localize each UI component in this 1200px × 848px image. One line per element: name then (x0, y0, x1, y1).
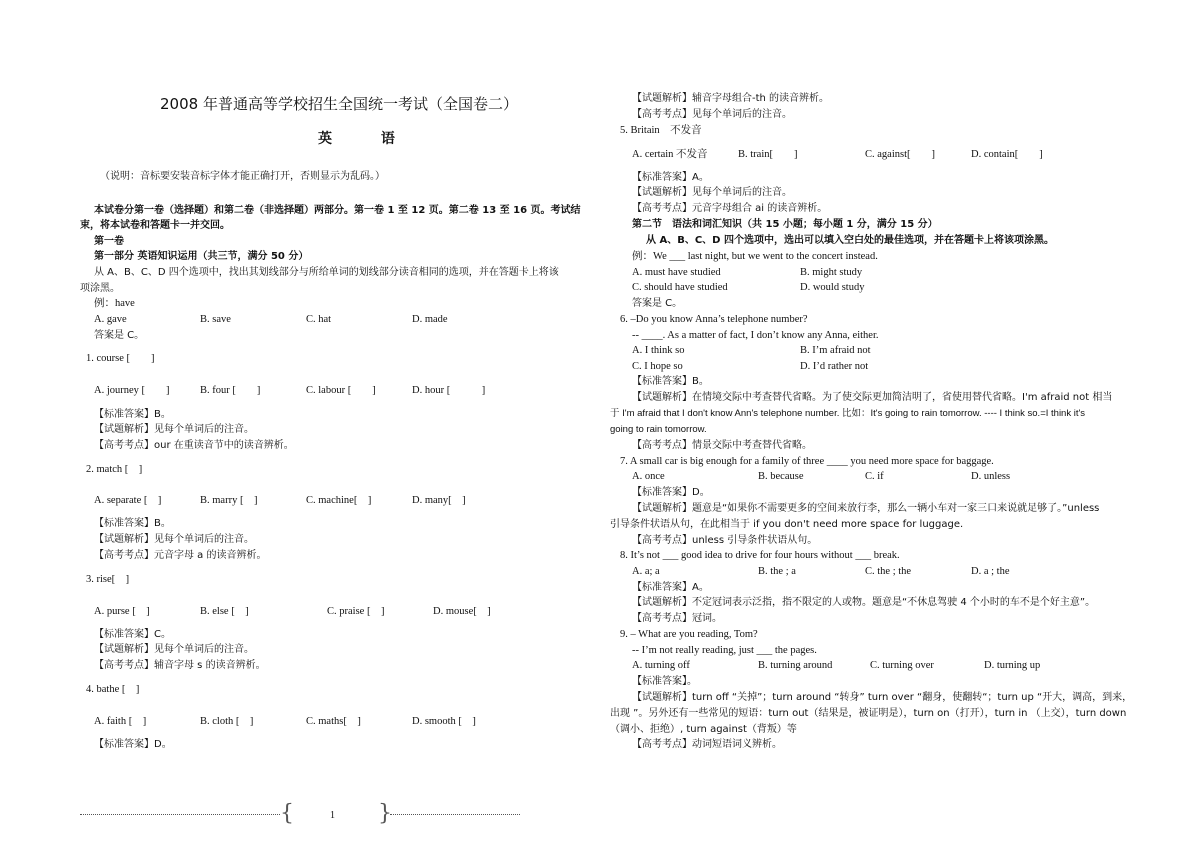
explanation: 【试题解析】不定冠词表示泛指，指不限定的人或物。题意是“不休息驾驶 4 个小时的车不是个好主意”。 (632, 597, 1096, 608)
subject-title: 英 语 (318, 131, 417, 147)
explanation-line: 出现 ”。另外还有一些常见的短语：turn out（结果是，被证明是），turn on（打开），turn in （上交），turn down (610, 708, 1127, 719)
explanation: 【试题解析】见每个单词后的注音。 (94, 424, 254, 435)
explanation: 【试题解析】辅音字母组合-th 的读音辨析。 (632, 93, 830, 104)
option: A. turning off (632, 660, 690, 671)
question: 3. rise[ ] (86, 574, 130, 585)
example-answer: 答案是 C。 (632, 298, 683, 309)
exam-point: 【高考考点】unless 引导条件状语从句。 (632, 535, 818, 546)
exam-point: 【高考考点】见每个单词后的注音。 (632, 109, 792, 120)
option: A. purse [ ] (94, 606, 150, 617)
exam-point: 【高考考点】our 在重读音节中的读音辨析。 (94, 440, 294, 451)
option: C. turning over (870, 660, 934, 671)
option: A. once (632, 471, 665, 482)
section-heading: 第二节 语法和词汇知识（共 15 小题；每小题 1 分，满分 15 分） (632, 219, 938, 230)
exam-point: 【高考考点】元音字母组合 ai 的读音辨析。 (632, 203, 828, 214)
option: C. labour [ ] (306, 385, 376, 396)
footer-rule (80, 814, 280, 815)
option: D. unless (971, 471, 1011, 482)
intro-line: 束，将本试卷和答题卡一并交回。 (80, 220, 230, 231)
exam-point: 【高考考点】情景交际中考查替代省略。 (632, 440, 812, 451)
question: 5. Britain 不发音 (620, 125, 702, 136)
footer-rule (390, 814, 520, 815)
instruction-line: 项涂黑。 (80, 283, 120, 294)
standard-answer: 【标准答案】B。 (94, 409, 171, 420)
option: D. made (412, 314, 448, 325)
option: B. else [ ] (200, 606, 249, 617)
option: C. I hope so (632, 361, 683, 372)
option: A. must have studied (632, 267, 721, 278)
part-heading: 第一部分 英语知识运用（共三节，满分 50 分） (94, 251, 309, 262)
standard-answer: 【标准答案】B。 (94, 518, 171, 529)
question: 6. –Do you know Anna’s telephone number? (620, 314, 808, 325)
explanation-line: 于 I'm afraid that I don't know Ann's telephone number. 比如：It's going to rain tomorrow. ---- I think so.=I think it's (610, 408, 1086, 419)
example-question: 例：We ___ last night, but we went to the concert instead. (632, 251, 878, 262)
option: A. faith [ ] (94, 716, 147, 727)
explanation: 【试题解析】见每个单词后的注音。 (94, 534, 254, 545)
explanation-line: （调小、拒绝）, turn against（背叛）等 (610, 724, 797, 735)
option: C. the ; the (865, 566, 912, 577)
section-instruction: 从 A、B、C、D 四个选项中，选出可以填入空白处的最佳选项，并在答题卡上将该项涂黑。 (646, 235, 1054, 246)
option: B. I’m afraid not (800, 345, 871, 356)
explanation: 【试题解析】在情境交际中考查替代省略。为了使交际更加简洁明了，省使用替代省略。I'm afraid not 相当 (632, 392, 1113, 403)
option: A. gave (94, 314, 127, 325)
explanation: 【试题解析】turn off “关掉”；turn around “转身” turn over “翻身，使翻转“；turn up “开大，调高，到来， (632, 692, 1133, 703)
intro-line: 本试卷分第一卷（选择题）和第二卷（非选择题）两部分。第一卷 1 至 12 页。第二卷 13 至 16 页。考试结 (94, 205, 581, 216)
option: C. maths[ ] (306, 716, 361, 727)
standard-answer: 【标准答案】D。 (632, 487, 710, 498)
option: D. mouse[ ] (433, 606, 491, 617)
example-label: 例：have (94, 298, 135, 309)
option: A. journey [ ] (94, 385, 170, 396)
option: D. a ; the (971, 566, 1010, 577)
option: B. might study (800, 267, 863, 278)
page-title: 2008 年普通高等学校招生全国统一考试（全国卷二） (160, 95, 518, 113)
option: B. the ; a (758, 566, 796, 577)
option: D. many[ ] (412, 495, 466, 506)
option: C. hat (306, 314, 332, 325)
explanation-line: going to rain tomorrow. (610, 424, 707, 435)
font-note: （说明：音标要安装音标字体才能正确打开，否则显示为乱码。） (100, 171, 385, 182)
standard-answer: 【标准答案】。 (632, 676, 697, 687)
option: C. machine[ ] (306, 495, 372, 506)
option: D. would study (800, 282, 865, 293)
option: D. I’d rather not (800, 361, 869, 372)
footer-bracket: } (378, 801, 392, 826)
page-number: 1 (330, 810, 335, 821)
question: 4. bathe [ ] (86, 684, 140, 695)
option: C. praise [ ] (327, 606, 385, 617)
explanation: 【试题解析】见每个单词后的注音。 (632, 187, 792, 198)
question-line: -- ____. As a matter of fact, I don’t know any Anna, either. (632, 330, 879, 341)
question: 8. It’s not ___ good idea to drive for four hours without ___ break. (620, 550, 900, 561)
question: 9. – What are you reading, Tom? (620, 629, 758, 640)
option: B. cloth [ ] (200, 716, 254, 727)
option: D. contain[ ] (971, 149, 1043, 160)
option: A. a; a (632, 566, 660, 577)
explanation: 【试题解析】见每个单词后的注音。 (94, 644, 254, 655)
option: C. if (865, 471, 884, 482)
option: B. train[ ] (738, 149, 798, 160)
option: B. save (200, 314, 231, 325)
option: B. because (758, 471, 804, 482)
question: 1. course [ ] (86, 353, 155, 364)
instruction-line: 从 A、B、C、D 四个选项中，找出其划线部分与所给单词的划线部分读音相同的选项，并在答题卡上将该 (94, 267, 559, 278)
standard-answer: 【标准答案】C。 (94, 629, 171, 640)
option: C. against[ ] (865, 149, 935, 160)
explanation-line: 引导条件状语从句，在此相当于 if you don't need more space for luggage. (610, 519, 964, 530)
option: A. separate [ ] (94, 495, 162, 506)
option: B. four [ ] (200, 385, 261, 396)
option: A. certain 不发音 (632, 149, 708, 160)
example-answer: 答案是 C。 (94, 330, 145, 341)
volume-heading: 第一卷 (94, 236, 124, 247)
option: D. turning up (984, 660, 1041, 671)
exam-point: 【高考考点】辅音字母 s 的读音辨析。 (94, 660, 266, 671)
question: 7. A small car is big enough for a family of three ____ you need more space for baggage. (620, 456, 994, 467)
option: B. turning around (758, 660, 833, 671)
standard-answer: 【标准答案】A。 (632, 172, 709, 183)
question-line: -- I’m not really reading, just ___ the pages. (632, 645, 817, 656)
exam-point: 【高考考点】动词短语词义辨析。 (632, 739, 782, 750)
exam-point: 【高考考点】元音字母 a 的读音辨析。 (94, 550, 267, 561)
option: B. marry [ ] (200, 495, 258, 506)
exam-point: 【高考考点】冠词。 (632, 613, 722, 624)
option: C. should have studied (632, 282, 728, 293)
option: A. I think so (632, 345, 685, 356)
footer-bracket: { (280, 801, 294, 826)
standard-answer: 【标准答案】B。 (632, 376, 709, 387)
option: D. hour [ ] (412, 385, 486, 396)
standard-answer: 【标准答案】D。 (94, 739, 172, 750)
question: 2. match [ ] (86, 464, 143, 475)
standard-answer: 【标准答案】A。 (632, 582, 709, 593)
option: D. smooth [ ] (412, 716, 476, 727)
explanation: 【试题解析】题意是“如果你不需要更多的空间来放行李，那么一辆小车对一家三口来说就足够了。”unless (632, 503, 1100, 514)
